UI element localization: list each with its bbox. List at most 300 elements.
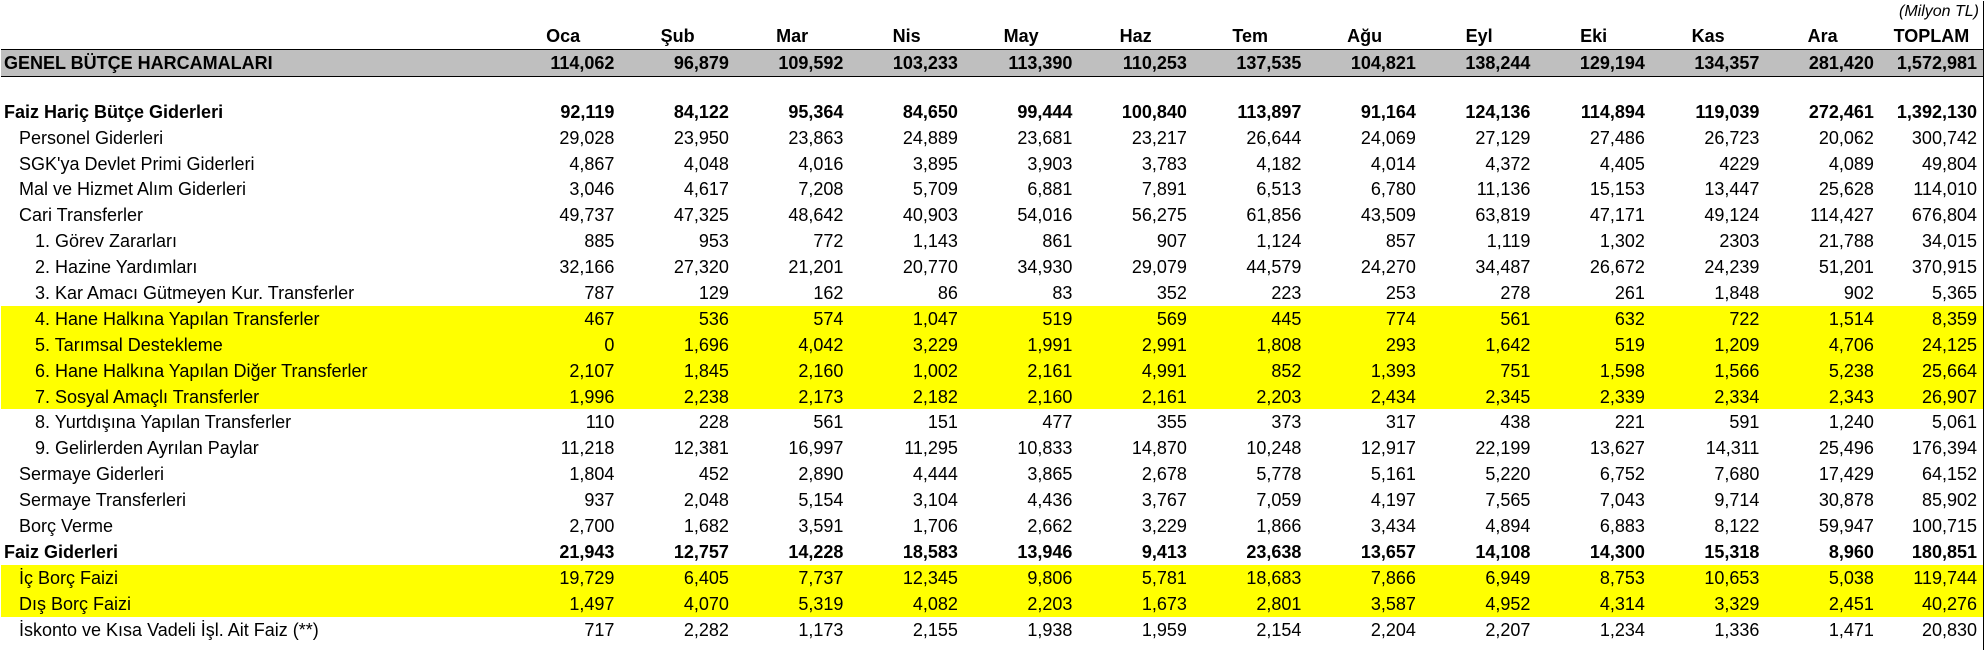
month-value-cell: 21,943 (559, 541, 615, 562)
month-value-cell: 9,413 (1141, 541, 1187, 562)
month-value-cell: 92,119 (560, 101, 615, 122)
month-value-cell: 40,903 (902, 205, 958, 226)
month-value-cell: 3,895 (912, 153, 958, 174)
month-value-cell: 12,917 (1360, 438, 1416, 459)
row-total-cell: 676,804 (1911, 205, 1977, 226)
month-value-cell: 221 (1614, 412, 1645, 433)
month-value-cell: 2,334 (1651, 384, 1766, 410)
month-value-cell: 1,302 (1599, 231, 1645, 252)
row-label: SGK'ya Devlet Primi Giderleri (19, 153, 255, 174)
month-value-cell: 9,806 (964, 565, 1079, 591)
month-value-cell: 29,079 (1131, 257, 1187, 278)
row-total-cell: 26,907 (1880, 384, 1983, 410)
month-value-cell: 4,070 (620, 591, 735, 617)
month-value-cell: 2,801 (1193, 591, 1308, 617)
month-value-cell: 4,405 (1599, 153, 1645, 174)
month-value-cell: 4,867 (569, 153, 615, 174)
month-value-cell: 885 (584, 231, 615, 252)
month-value-cell: 10,653 (1651, 565, 1766, 591)
month-value-cell: 83 (1052, 282, 1073, 303)
row-label: Borç Verme (19, 515, 114, 536)
month-value-cell: 5,038 (1765, 565, 1880, 591)
month-value-cell: 902 (1843, 282, 1874, 303)
row-label: 6. Hane Halkına Yapılan Diğer Transferler (1, 358, 506, 384)
grand-total-value: 137,535 (1193, 49, 1308, 76)
month-value-cell: 10,248 (1246, 438, 1302, 459)
table-row (1, 409, 1983, 435)
spacer-row (1, 76, 1983, 99)
month-value-cell: 5,238 (1765, 358, 1880, 384)
month-value-cell: 24,270 (1360, 257, 1416, 278)
month-value-cell: 574 (735, 306, 850, 332)
month-value-cell: 23,863 (788, 127, 844, 148)
row-label: 5. Tarımsal Destekleme (1, 332, 506, 358)
month-value-cell: 14,870 (1131, 438, 1187, 459)
month-value-cell: 23,638 (1246, 541, 1302, 562)
grand-total-value: 110,253 (1078, 49, 1193, 76)
row-total-cell: 114,010 (1913, 179, 1977, 200)
month-value-cell: 1,673 (1078, 591, 1193, 617)
month-header: Eki (1536, 23, 1651, 49)
row-total-cell: 5,365 (1931, 282, 1977, 303)
month-value-cell: 3,865 (1027, 464, 1073, 485)
month-value-cell: 569 (1078, 306, 1193, 332)
grand-total-value: 129,194 (1536, 49, 1651, 76)
month-value-cell: 12,345 (849, 565, 964, 591)
row-total-cell: 8,359 (1880, 306, 1983, 332)
month-value-cell: 519 (964, 306, 1079, 332)
month-value-cell: 1,119 (1486, 231, 1531, 252)
month-value-cell: 6,405 (620, 565, 735, 591)
month-value-cell: 2,700 (569, 515, 615, 536)
month-value-cell: 7,891 (1141, 179, 1187, 200)
row-total-cell: 34,015 (1921, 231, 1977, 252)
month-header: Ara (1765, 23, 1880, 49)
month-value-cell: 1,991 (964, 332, 1079, 358)
month-value-cell: 1,047 (849, 306, 964, 332)
month-value-cell: 717 (584, 619, 615, 640)
table-row (1, 306, 1983, 332)
spacer-cell (1, 76, 1983, 99)
month-value-cell: 124,136 (1465, 101, 1531, 122)
month-value-cell: 11,295 (904, 438, 958, 459)
row-label: Faiz Giderleri (4, 541, 119, 562)
month-value-cell: 2,161 (964, 358, 1079, 384)
month-value-cell: 19,729 (506, 565, 621, 591)
month-value-cell: 7,680 (1714, 464, 1760, 485)
month-value-cell: 29,028 (559, 127, 615, 148)
month-value-cell: 438 (1500, 412, 1531, 433)
month-value-cell: 14,300 (1589, 541, 1645, 562)
month-value-cell: 2,160 (964, 384, 1079, 410)
month-value-cell: 1,866 (1256, 515, 1302, 536)
month-header: Mar (735, 23, 850, 49)
month-value-cell: 4,372 (1485, 153, 1531, 174)
month-value-cell: 20,062 (1818, 127, 1874, 148)
month-value-cell: 4,014 (1370, 153, 1416, 174)
month-value-cell: 4,436 (1027, 490, 1073, 511)
month-value-cell: 5,161 (1370, 464, 1416, 485)
month-value-cell: 1,002 (849, 358, 964, 384)
month-value-cell: 114,427 (1810, 205, 1874, 226)
month-header: Tem (1193, 23, 1308, 49)
month-value-cell: 953 (698, 231, 729, 252)
month-value-cell: 86 (937, 282, 958, 303)
row-total-cell: 180,851 (1911, 541, 1977, 562)
month-value-cell: 223 (1271, 282, 1302, 303)
month-value-cell: 1,336 (1714, 619, 1760, 640)
month-value-cell: 113,897 (1237, 101, 1302, 122)
month-value-cell: 8,122 (1714, 515, 1760, 536)
month-value-cell: 84,650 (902, 101, 958, 122)
month-value-cell: 2,203 (1193, 384, 1308, 410)
month-value-cell: 1,566 (1651, 358, 1766, 384)
month-header: Nis (849, 23, 964, 49)
month-value-cell: 2,451 (1765, 591, 1880, 617)
row-label: Sermaye Transferleri (19, 490, 187, 511)
unit-note-row (1, 1, 1983, 23)
row-total-cell: 300,742 (1911, 127, 1977, 148)
month-value-cell: 3,587 (1307, 591, 1422, 617)
table-row (1, 565, 1983, 591)
month-value-cell: 253 (1385, 282, 1416, 303)
month-value-cell: 722 (1651, 306, 1766, 332)
row-total-cell: 25,664 (1880, 358, 1983, 384)
row-label: 9. Gelirlerden Ayrılan Paylar (35, 438, 259, 459)
month-value-cell: 1,845 (620, 358, 735, 384)
month-value-cell: 18,583 (902, 541, 958, 562)
month-value-cell: 13,946 (1017, 541, 1073, 562)
month-value-cell: 3,434 (1370, 515, 1416, 536)
month-value-cell: 2,160 (735, 358, 850, 384)
month-value-cell: 1,938 (1027, 619, 1073, 640)
month-value-cell: 4,089 (1828, 153, 1874, 174)
month-value-cell: 47,171 (1589, 205, 1645, 226)
month-value-cell: 1,804 (569, 464, 615, 485)
month-value-cell: 4,952 (1422, 591, 1537, 617)
table-row (1, 461, 1983, 487)
month-value-cell: 51,201 (1818, 257, 1874, 278)
row-label: Cari Transferler (19, 205, 144, 226)
month-value-cell: 5,319 (735, 591, 850, 617)
row-label: Mal ve Hizmet Alım Giderleri (19, 179, 247, 200)
month-value-cell: 632 (1536, 306, 1651, 332)
month-value-cell: 774 (1307, 306, 1422, 332)
row-label: 7. Sosyal Amaçlı Transferler (1, 384, 506, 410)
month-value-cell: 43,509 (1360, 205, 1416, 226)
month-value-cell: 7,208 (798, 179, 844, 200)
month-value-cell: 15,318 (1704, 541, 1760, 562)
month-value-cell: 4,082 (849, 591, 964, 617)
month-value-cell: 17,429 (1818, 464, 1874, 485)
table-row (1, 280, 1983, 306)
grand-total-label: GENEL BÜTÇE HARCAMALARI (1, 49, 506, 76)
month-value-cell: 27,486 (1589, 127, 1645, 148)
month-value-cell: 6,881 (1027, 179, 1073, 200)
month-value-cell: 1,234 (1599, 619, 1645, 640)
header-label-cell (1, 23, 506, 49)
month-value-cell: 27,320 (673, 257, 729, 278)
month-value-cell: 3,046 (569, 179, 615, 200)
month-value-cell: 99,444 (1017, 101, 1073, 122)
table-row (1, 384, 1983, 410)
month-value-cell: 2,238 (620, 384, 735, 410)
month-value-cell: 861 (1042, 231, 1073, 252)
row-label: Faiz Hariç Bütçe Giderleri (4, 101, 224, 122)
month-value-cell: 59,947 (1818, 515, 1874, 536)
month-value-cell: 5,709 (912, 179, 958, 200)
month-value-cell: 25,496 (1818, 438, 1874, 459)
month-value-cell: 1,143 (912, 231, 958, 252)
month-value-cell: 10,833 (1017, 438, 1073, 459)
month-value-cell: 467 (506, 306, 621, 332)
grand-total-value: 109,592 (735, 49, 850, 76)
month-value-cell: 772 (813, 231, 844, 252)
total-header: TOPLAM (1880, 23, 1983, 49)
month-header-row (1, 23, 1983, 49)
month-value-cell: 2,662 (1027, 515, 1073, 536)
month-value-cell: 8,753 (1536, 565, 1651, 591)
month-value-cell: 5,778 (1256, 464, 1302, 485)
month-value-cell: 32,166 (559, 257, 615, 278)
budget-spreadsheet (1, 1, 1984, 650)
row-total-cell: 119,744 (1880, 565, 1983, 591)
month-value-cell: 49,737 (559, 205, 615, 226)
month-value-cell: 2,991 (1078, 332, 1193, 358)
table-row (1, 358, 1983, 384)
month-value-cell: 2,155 (912, 619, 958, 640)
row-total-cell: 49,804 (1921, 153, 1977, 174)
month-value-cell: 13,627 (1589, 438, 1645, 459)
budget-expenditure-table (1, 1, 1983, 642)
month-value-cell: 100,840 (1121, 101, 1187, 122)
month-value-cell: 1,598 (1536, 358, 1651, 384)
month-value-cell: 151 (927, 412, 958, 433)
month-value-cell: 7,737 (735, 565, 850, 591)
row-total-cell: 20,830 (1921, 619, 1977, 640)
month-value-cell: 2,343 (1765, 384, 1880, 410)
month-value-cell: 352 (1156, 282, 1187, 303)
row-label: Sermaye Giderleri (19, 464, 165, 485)
table-row (1, 617, 1983, 643)
month-value-cell: 1,514 (1765, 306, 1880, 332)
row-label: 2. Hazine Yardımları (35, 257, 198, 278)
month-value-cell: 2,173 (735, 384, 850, 410)
month-value-cell: 18,683 (1193, 565, 1308, 591)
month-value-cell: 4,048 (683, 153, 729, 174)
month-value-cell: 9,714 (1714, 490, 1760, 511)
month-value-cell: 47,325 (673, 205, 729, 226)
month-value-cell: 751 (1422, 358, 1537, 384)
month-value-cell: 445 (1193, 306, 1308, 332)
month-value-cell: 561 (813, 412, 844, 433)
month-value-cell: 24,889 (902, 127, 958, 148)
grand-total-value: 104,821 (1307, 49, 1422, 76)
row-total-cell: 176,394 (1911, 438, 1977, 459)
month-value-cell: 23,681 (1017, 127, 1073, 148)
month-value-cell: 1,393 (1307, 358, 1422, 384)
month-value-cell: 477 (1042, 412, 1073, 433)
row-total-cell: 1,392,130 (1896, 101, 1977, 122)
unit-note: (Milyon TL) (1898, 3, 1979, 20)
month-value-cell: 373 (1271, 412, 1302, 433)
month-value-cell: 27,129 (1475, 127, 1531, 148)
month-value-cell: 1,848 (1714, 282, 1760, 303)
table-row (1, 539, 1983, 565)
month-value-cell: 4,016 (798, 153, 844, 174)
month-value-cell: 7,059 (1256, 490, 1302, 511)
month-value-cell: 3,767 (1141, 490, 1187, 511)
month-value-cell: 2,048 (683, 490, 729, 511)
month-value-cell: 857 (1385, 231, 1416, 252)
month-value-cell: 22,199 (1475, 438, 1531, 459)
table-row (1, 202, 1983, 228)
table-row (1, 176, 1983, 202)
row-label: 3. Kar Amacı Gütmeyen Kur. Transferler (35, 282, 355, 303)
month-value-cell: 3,104 (912, 490, 958, 511)
month-value-cell: 278 (1500, 282, 1531, 303)
grand-total-value: 138,244 (1422, 49, 1537, 76)
month-value-cell: 162 (813, 282, 844, 303)
month-value-cell: 16,997 (788, 438, 844, 459)
month-value-cell: 2,345 (1422, 384, 1537, 410)
month-value-cell: 119,039 (1695, 101, 1760, 122)
month-header: Şub (620, 23, 735, 49)
month-value-cell: 13,657 (1360, 541, 1416, 562)
table-row (1, 151, 1983, 177)
month-value-cell: 261 (1614, 282, 1645, 303)
row-total-cell: 5,061 (1931, 412, 1977, 433)
month-value-cell: 26,723 (1704, 127, 1760, 148)
month-value-cell: 536 (620, 306, 735, 332)
month-value-cell: 6,883 (1599, 515, 1645, 536)
month-value-cell: 2,182 (849, 384, 964, 410)
month-value-cell: 1,706 (912, 515, 958, 536)
month-value-cell: 2,282 (683, 619, 729, 640)
month-value-cell: 1,808 (1193, 332, 1308, 358)
month-value-cell: 2,204 (1370, 619, 1416, 640)
month-value-cell: 293 (1307, 332, 1422, 358)
row-label: Personel Giderleri (19, 127, 164, 148)
month-value-cell: 21,788 (1818, 231, 1874, 252)
month-value-cell: 4229 (1719, 153, 1760, 174)
month-value-cell: 4,444 (912, 464, 958, 485)
month-value-cell: 14,311 (1705, 438, 1760, 459)
month-header: Kas (1651, 23, 1766, 49)
month-value-cell: 2,154 (1256, 619, 1302, 640)
table-row (1, 228, 1983, 254)
table-row (1, 513, 1983, 539)
month-header: Oca (506, 23, 621, 49)
month-value-cell: 452 (698, 464, 729, 485)
month-value-cell: 54,016 (1017, 205, 1073, 226)
month-value-cell: 4,706 (1765, 332, 1880, 358)
month-value-cell: 24,239 (1704, 257, 1760, 278)
month-value-cell: 3,329 (1651, 591, 1766, 617)
month-value-cell: 13,447 (1704, 179, 1760, 200)
month-value-cell: 5,220 (1485, 464, 1531, 485)
grand-total-value: 134,357 (1651, 49, 1766, 76)
month-value-cell: 34,930 (1017, 257, 1073, 278)
month-value-cell: 30,878 (1818, 490, 1874, 511)
month-value-cell: 1,209 (1651, 332, 1766, 358)
month-value-cell: 0 (506, 332, 621, 358)
month-value-cell: 1,497 (506, 591, 621, 617)
month-header: May (964, 23, 1079, 49)
month-value-cell: 2,678 (1141, 464, 1187, 485)
table-row (1, 125, 1983, 151)
month-value-cell: 317 (1385, 412, 1416, 433)
month-value-cell: 21,201 (788, 257, 844, 278)
month-value-cell: 12,757 (673, 541, 729, 562)
month-value-cell: 6,949 (1422, 565, 1537, 591)
month-value-cell: 44,579 (1246, 257, 1302, 278)
month-value-cell: 5,154 (798, 490, 844, 511)
grand-total-row (1, 49, 1983, 76)
row-label: İskonto ve Kısa Vadeli İşl. Ait Faiz (**) (19, 619, 319, 640)
month-value-cell: 1,642 (1422, 332, 1537, 358)
month-value-cell: 1,682 (683, 515, 729, 536)
month-value-cell: 1,471 (1828, 619, 1874, 640)
month-value-cell: 591 (1729, 412, 1760, 433)
table-row (1, 254, 1983, 280)
grand-total-value: 1,572,981 (1880, 49, 1983, 76)
row-label: 1. Görev Zararları (35, 231, 178, 252)
month-value-cell: 3,591 (798, 515, 844, 536)
month-value-cell: 2,107 (506, 358, 621, 384)
month-value-cell: 2,890 (798, 464, 844, 485)
month-value-cell: 1,173 (798, 619, 844, 640)
month-header: Eyl (1422, 23, 1537, 49)
month-value-cell: 11,218 (560, 438, 615, 459)
grand-total-value: 96,879 (620, 49, 735, 76)
month-value-cell: 6,752 (1599, 464, 1645, 485)
month-header: Haz (1078, 23, 1193, 49)
grand-total-value: 114,062 (506, 49, 621, 76)
month-value-cell: 63,819 (1475, 205, 1531, 226)
month-value-cell: 12,381 (673, 438, 729, 459)
month-value-cell: 1,124 (1256, 231, 1302, 252)
row-label: 4. Hane Halkına Yapılan Transferler (1, 306, 506, 332)
month-value-cell: 2,207 (1485, 619, 1531, 640)
month-value-cell: 20,770 (902, 257, 958, 278)
month-value-cell: 4,042 (735, 332, 850, 358)
month-value-cell: 1,696 (620, 332, 735, 358)
row-total-cell: 24,125 (1880, 332, 1983, 358)
row-total-cell: 100,715 (1911, 515, 1977, 536)
month-value-cell: 4,991 (1078, 358, 1193, 384)
month-value-cell: 23,217 (1131, 127, 1187, 148)
month-value-cell: 15,153 (1589, 179, 1645, 200)
month-value-cell: 61,856 (1246, 205, 1302, 226)
table-row (1, 332, 1983, 358)
month-value-cell: 1,240 (1828, 412, 1874, 433)
month-value-cell: 3,229 (849, 332, 964, 358)
month-value-cell: 2,434 (1307, 384, 1422, 410)
month-value-cell: 129 (698, 282, 729, 303)
grand-total-value: 281,420 (1765, 49, 1880, 76)
month-value-cell: 91,164 (1360, 101, 1416, 122)
month-value-cell: 2,203 (964, 591, 1079, 617)
month-value-cell: 5,781 (1078, 565, 1193, 591)
table-row (1, 435, 1983, 461)
month-value-cell: 3,229 (1141, 515, 1187, 536)
row-label: Dış Borç Faizi (1, 591, 506, 617)
month-value-cell: 110 (585, 412, 615, 433)
month-value-cell: 6,780 (1370, 179, 1416, 200)
row-total-cell: 40,276 (1880, 591, 1983, 617)
month-value-cell: 84,122 (673, 101, 729, 122)
